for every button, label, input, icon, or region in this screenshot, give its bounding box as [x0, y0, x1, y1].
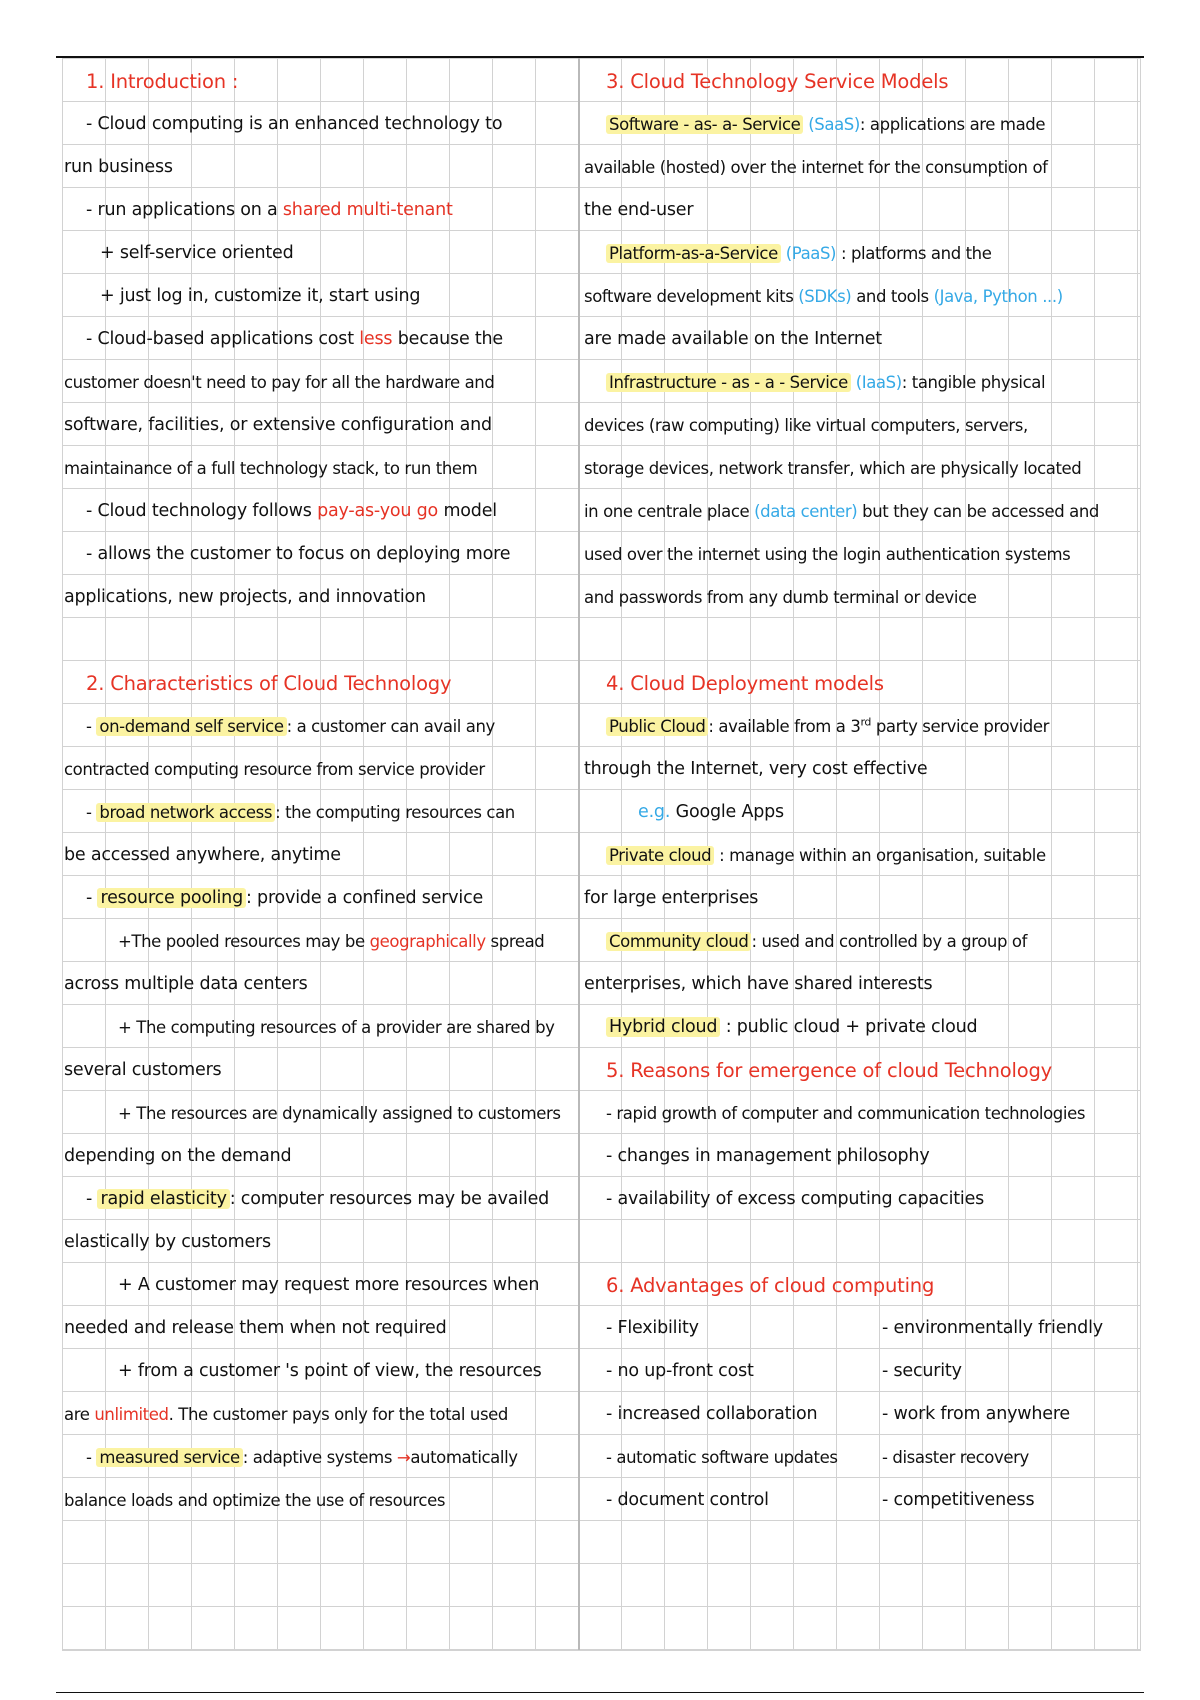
text-line: for large enterprises	[584, 888, 759, 908]
text-span: in one centrale place	[584, 502, 750, 521]
text-line: - resource pooling : provide a confined service	[86, 888, 484, 908]
text-line: depending on the demand	[64, 1146, 292, 1166]
text-span: : public cloud + private cloud	[725, 1017, 978, 1037]
section-1-heading: 1. Introduction :	[86, 70, 239, 93]
blue-text: (PaaS)	[785, 244, 837, 263]
text-line: the end-user	[584, 200, 694, 220]
text-span: +The pooled resources may be	[118, 932, 365, 951]
text-line	[584, 791, 1140, 834]
text-line: are made available on the Internet	[584, 329, 882, 349]
advantage-item: - work from anywhere	[882, 1404, 1070, 1424]
column-divider	[578, 58, 580, 1650]
text-line: - broad network access : the computing resources can	[86, 803, 515, 822]
text-line	[584, 920, 1140, 963]
blank-line	[584, 1221, 1140, 1264]
advantage-item: - Flexibility	[606, 1318, 699, 1338]
text-line	[64, 318, 574, 361]
text-line: and passwords from any dumb terminal or device	[584, 588, 977, 607]
text-span: : platforms and the	[840, 244, 992, 263]
text-span: party service provider	[875, 717, 1049, 736]
text-line: - rapid growth of computer and communication technologies	[606, 1104, 1086, 1123]
text-span: because the	[397, 329, 503, 349]
text-line: + from a customer 's point of view, the resources	[118, 1361, 542, 1381]
text-line: balance loads and optimize the use of resources	[64, 1491, 446, 1510]
blue-text: e.g.	[638, 802, 671, 822]
red-text: pay-as-you go	[317, 501, 439, 521]
advantage-item: - increased collaboration	[606, 1404, 818, 1424]
blank-line	[64, 619, 574, 662]
section-3-heading: 3. Cloud Technology Service Models	[606, 70, 949, 93]
text-span: - Cloud-based applications cost	[86, 329, 354, 349]
text-line: - on-demand self service : a customer can avail any	[86, 717, 495, 736]
text-span: - Cloud technology follows	[86, 501, 312, 521]
text-line	[64, 920, 574, 963]
text-span: : applications are made	[859, 115, 1046, 134]
text-span: and tools	[856, 287, 929, 306]
text-line	[584, 361, 1140, 404]
text-line: run business	[64, 157, 173, 177]
text-line: - changes in management philosophy	[606, 1146, 930, 1166]
advantage-item: - disaster recovery	[882, 1448, 1029, 1467]
text-line: through the Internet, very cost effective	[584, 759, 928, 779]
highlighted-term: Infrastructure - as - a - Service	[606, 373, 851, 392]
text-span: : provide a confined service	[245, 888, 484, 908]
blue-text: (IaaS)	[855, 373, 902, 392]
highlighted-term: measured service	[96, 1448, 242, 1467]
text-line: several customers	[64, 1060, 222, 1080]
text-line: - rapid elasticity : computer resources may be availed	[86, 1189, 550, 1209]
section-2-heading: 2. Characteristics of Cloud Technology	[86, 672, 452, 695]
text-line: + just log in, customize it, start using	[100, 286, 421, 306]
text-line: be accessed anywhere, anytime	[64, 845, 341, 865]
text-span: automatically	[410, 1448, 518, 1467]
section-5-heading: 5. Reasons for emergence of cloud Technology	[606, 1059, 1052, 1082]
bottom-rule	[56, 1692, 1144, 1693]
highlighted-term: Hybrid cloud	[606, 1017, 720, 1037]
highlighted-term: Public Cloud	[606, 717, 708, 736]
blue-text: (Java, Python ...)	[933, 287, 1063, 306]
blue-text: (SDKs)	[798, 287, 852, 306]
highlighted-term: resource pooling	[97, 888, 246, 908]
text-span: : the computing resources can	[275, 803, 515, 822]
red-text: geographically	[369, 932, 486, 951]
text-span: : available from a 3	[708, 717, 861, 736]
text-line	[64, 490, 574, 533]
text-line: + The resources are dynamically assigned to customers	[118, 1104, 561, 1123]
text-line	[584, 705, 1140, 748]
red-text: shared multi-tenant	[282, 200, 453, 220]
section-4-heading: 4. Cloud Deployment models	[606, 672, 884, 695]
text-line: storage devices, network transfer, which are physically located	[584, 459, 1082, 478]
text-span: Google Apps	[675, 802, 784, 822]
right-column	[584, 60, 1140, 1522]
text-line	[64, 1393, 574, 1436]
text-span: software development kits	[584, 287, 794, 306]
advantage-item: - automatic software updates	[606, 1448, 838, 1467]
highlighted-term: Community cloud	[606, 932, 751, 951]
blue-text: (data center)	[754, 502, 858, 521]
text-line: - measured service : adaptive systems →automatically	[86, 1448, 518, 1467]
advantage-item: - document control	[606, 1490, 769, 1510]
highlighted-term: on-demand self service	[96, 717, 286, 736]
text-line: devices (raw computing) like virtual computers, servers,	[584, 416, 1028, 435]
highlighted-term: Platform-as-a-Service	[606, 244, 781, 263]
text-line: contracted computing resource from service provider	[64, 760, 485, 779]
text-span: : used and controlled by a group of	[751, 932, 1028, 951]
blank-line	[584, 619, 1140, 662]
text-line: + A customer may request more resources when	[118, 1275, 540, 1295]
red-text: less	[359, 329, 393, 349]
advantages-row	[584, 1350, 1140, 1393]
text-span: : adaptive systems	[242, 1448, 393, 1467]
blue-text: (SaaS)	[808, 115, 860, 134]
text-line	[584, 1006, 1140, 1049]
text-line	[64, 189, 574, 232]
text-line: maintainance of a full technology stack, to run them	[64, 459, 478, 478]
advantage-item: - no up-front cost	[606, 1361, 754, 1381]
advantage-item: - security	[882, 1361, 962, 1381]
advantage-item: - environmentally friendly	[882, 1318, 1103, 1338]
text-line: used over the internet using the login authentication systems	[584, 545, 1071, 564]
text-line: available (hosted) over the internet for the consumption of	[584, 158, 1048, 177]
text-span: spread	[490, 932, 545, 951]
superscript: rd	[860, 715, 871, 729]
text-line: customer doesn't need to pay for all the hardware and	[64, 373, 495, 392]
text-line: - allows the customer to focus on deploying more	[86, 544, 511, 564]
text-line: enterprises, which have shared interests	[584, 974, 933, 994]
highlighted-term: Private cloud	[606, 846, 714, 865]
text-line	[584, 490, 1140, 533]
text-span: . The customer pays only for the total used	[168, 1405, 509, 1424]
text-line: - Cloud computing is an enhanced technology to	[86, 114, 503, 134]
text-line	[584, 232, 1140, 275]
advantages-row	[584, 1436, 1140, 1479]
text-span: - run applications on a	[86, 200, 278, 220]
text-span: : a customer can avail any	[286, 717, 495, 736]
text-line	[584, 834, 1140, 877]
text-line: across multiple data centers	[64, 974, 308, 994]
text-span: : tangible physical	[901, 373, 1046, 392]
text-line: elastically by customers	[64, 1232, 271, 1252]
advantage-item: - competitiveness	[882, 1490, 1035, 1510]
text-line: + The computing resources of a provider are shared by	[118, 1018, 555, 1037]
advantages-row	[584, 1393, 1140, 1436]
highlighted-term: rapid elasticity	[97, 1189, 229, 1209]
highlighted-term: broad network access	[96, 803, 275, 822]
text-span: : manage within an organisation, suitable	[719, 846, 1046, 865]
section-6-heading: 6. Advantages of cloud computing	[606, 1274, 935, 1297]
text-line: + self-service oriented	[100, 243, 294, 263]
advantages-row	[584, 1307, 1140, 1350]
text-line: needed and release them when not required	[64, 1318, 447, 1338]
text-span: : computer resources may be availed	[229, 1189, 550, 1209]
text-line: software, facilities, or extensive configuration and	[64, 415, 492, 435]
arrow-icon: →	[396, 1448, 411, 1467]
red-text: unlimited	[94, 1405, 169, 1424]
text-span: model	[443, 501, 497, 521]
text-span: but they can be accessed and	[862, 502, 1099, 521]
text-line	[584, 275, 1140, 318]
advantages-row	[584, 1479, 1140, 1522]
highlighted-term: Software - as- a- Service	[606, 115, 803, 134]
text-line: - availability of excess computing capacities	[606, 1189, 985, 1209]
left-column	[64, 60, 574, 1522]
text-line: applications, new projects, and innovation	[64, 587, 426, 607]
text-line	[584, 103, 1140, 146]
text-span: are	[64, 1405, 90, 1424]
